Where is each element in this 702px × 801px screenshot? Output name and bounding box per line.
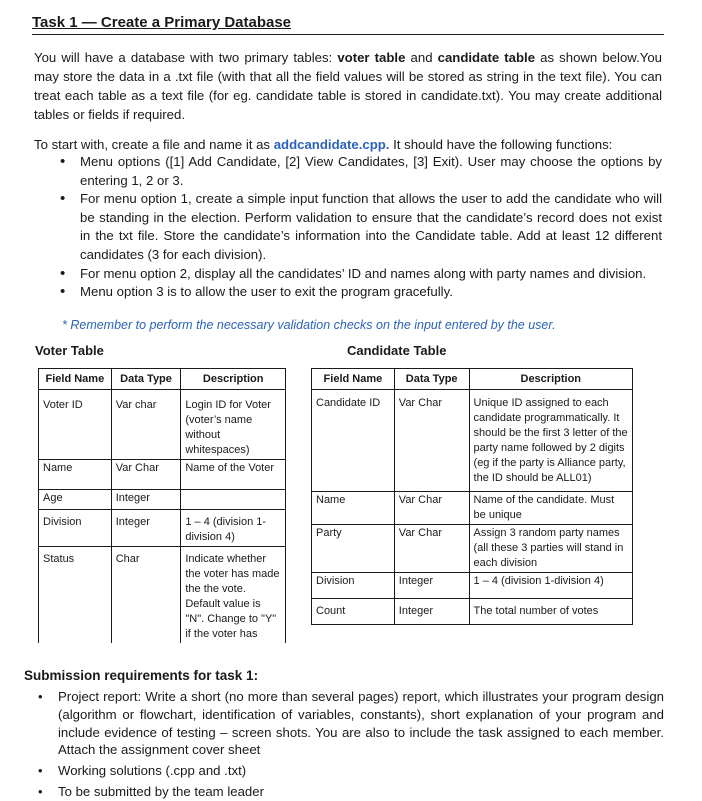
intro-and: and (405, 50, 438, 65)
intro-text-b: as shown below.You may store the data in a .txt file (with that all the field values will be stored as string in the text file). You can treat each table as a text file (for eg. candidate table is stored in candidate.txt). You may create additional tables or fields if required. (34, 50, 662, 122)
candidate-cell: Var Char (394, 390, 469, 492)
voter-header-desc: Description (181, 369, 286, 390)
candidate-cell: Candidate ID (312, 390, 395, 492)
table-row (39, 460, 286, 490)
candidate-cell: Integer (394, 573, 469, 599)
table-row (312, 599, 633, 625)
voter-cell: Var char (111, 390, 181, 460)
validation-note: * Remember to perform the necessary validation checks on the input entered by the user. (62, 318, 556, 332)
candidate-cell: Name (312, 492, 395, 525)
voter-cell: Indicate whether the voter has made the the vote. Default value is "N". Change to "Y" if the voter has (181, 547, 286, 644)
voter-cell: Age (39, 490, 112, 510)
candidate-cell: Unique ID assigned to each candidate programmatically. It should be the first 3 letter of the party name followed by 2 digits (eg if the party is Alliance party, the ID should be ALL01) (469, 390, 632, 492)
task-title: Task 1 — Create a Primary Database (32, 14, 292, 31)
start-paragraph (34, 135, 662, 154)
candidate-cell: Var Char (394, 492, 469, 525)
candidate-header-type: Data Type (394, 369, 469, 390)
candidate-cell: Party (312, 525, 395, 573)
voter-cell: Integer (111, 510, 181, 547)
start-text-a: To start with, create a file and name it as (34, 137, 274, 152)
candidate-cell: The total number of votes (469, 599, 632, 625)
list-item: • Menu option 3 is to allow the user to exit the program gracefully. (60, 283, 662, 302)
table-row (39, 547, 286, 644)
candidate-table-term: candidate table (437, 50, 536, 65)
intro-paragraph (34, 48, 662, 124)
table-row (39, 510, 286, 547)
list-item: • Working solutions (.cpp and .txt) (36, 762, 664, 780)
list-item: • To be submitted by the team leader (36, 783, 664, 801)
table-row (39, 490, 286, 510)
voter-table-term: voter table (337, 50, 406, 65)
voter-cell: Login ID for Voter (voter’s name without whitespaces) (181, 390, 286, 460)
candidate-header-field: Field Name (312, 369, 395, 390)
voter-table-title: Voter Table (35, 343, 104, 358)
voter-cell: 1 – 4 (division 1-division 4) (181, 510, 286, 547)
candidate-cell: Var Char (394, 525, 469, 573)
submission-title: Submission requirements for task 1: (24, 668, 259, 683)
voter-table (38, 368, 286, 643)
list-item: • For menu option 2, display all the candidates’ ID and names along with party names and division. (60, 265, 662, 284)
list-item: • Menu options ([1] Add Candidate, [2] View Candidates, [3] Exit). User may choose the options by entering 1, 2 or 3. (60, 153, 662, 190)
intro-text-a: You will have a database with two primary tables: (34, 50, 338, 65)
voter-cell: Name (39, 460, 112, 490)
table-row (312, 492, 633, 525)
voter-cell: Var Char (111, 460, 181, 490)
candidate-cell: Count (312, 599, 395, 625)
candidate-cell: 1 – 4 (division 1-division 4) (469, 573, 632, 599)
voter-cell: Voter ID (39, 390, 112, 460)
filename: addcandidate.cpp. (273, 137, 390, 152)
voter-cell: Char (111, 547, 181, 644)
voter-cell: Integer (111, 490, 181, 510)
candidate-table (311, 368, 633, 625)
submission-list (36, 688, 664, 801)
candidate-cell: Division (312, 573, 395, 599)
start-text-b: It should have the following functions: (389, 137, 613, 152)
table-row (312, 573, 633, 599)
candidate-table-title: Candidate Table (347, 343, 447, 358)
voter-cell: Division (39, 510, 112, 547)
voter-header-field: Field Name (39, 369, 112, 390)
function-list (60, 153, 662, 302)
candidate-header-desc: Description (469, 369, 632, 390)
voter-cell (181, 490, 286, 510)
voter-cell: Status (39, 547, 112, 644)
candidate-cell: Name of the candidate. Must be unique (469, 492, 632, 525)
voter-header-type: Data Type (111, 369, 181, 390)
title-underline (32, 34, 664, 35)
list-item: • For menu option 1, create a simple input function that allows the user to add the candidate who will be standing in the election. Perform validation to ensure that the candidate’s record does not exist in the txt file. Store the candidate’s information into the Candidate table. Add at least 12 different candidates (3 for each division). (60, 190, 662, 264)
list-item: • Project report: Write a short (no more than several pages) report, which illustrates your program design (algorithm or flowchart, identification of variables, constants), short explanation of your program and include evidence of testing – screen shots. You are also to include the task assigned to each member. Attach the assignment cover sheet (36, 688, 664, 759)
candidate-cell: Assign 3 random party names (all these 3 parties will stand in each division (469, 525, 632, 573)
table-row (312, 390, 633, 492)
table-row (312, 525, 633, 573)
voter-cell: Name of the Voter (181, 460, 286, 490)
candidate-cell: Integer (394, 599, 469, 625)
table-row (39, 390, 286, 460)
